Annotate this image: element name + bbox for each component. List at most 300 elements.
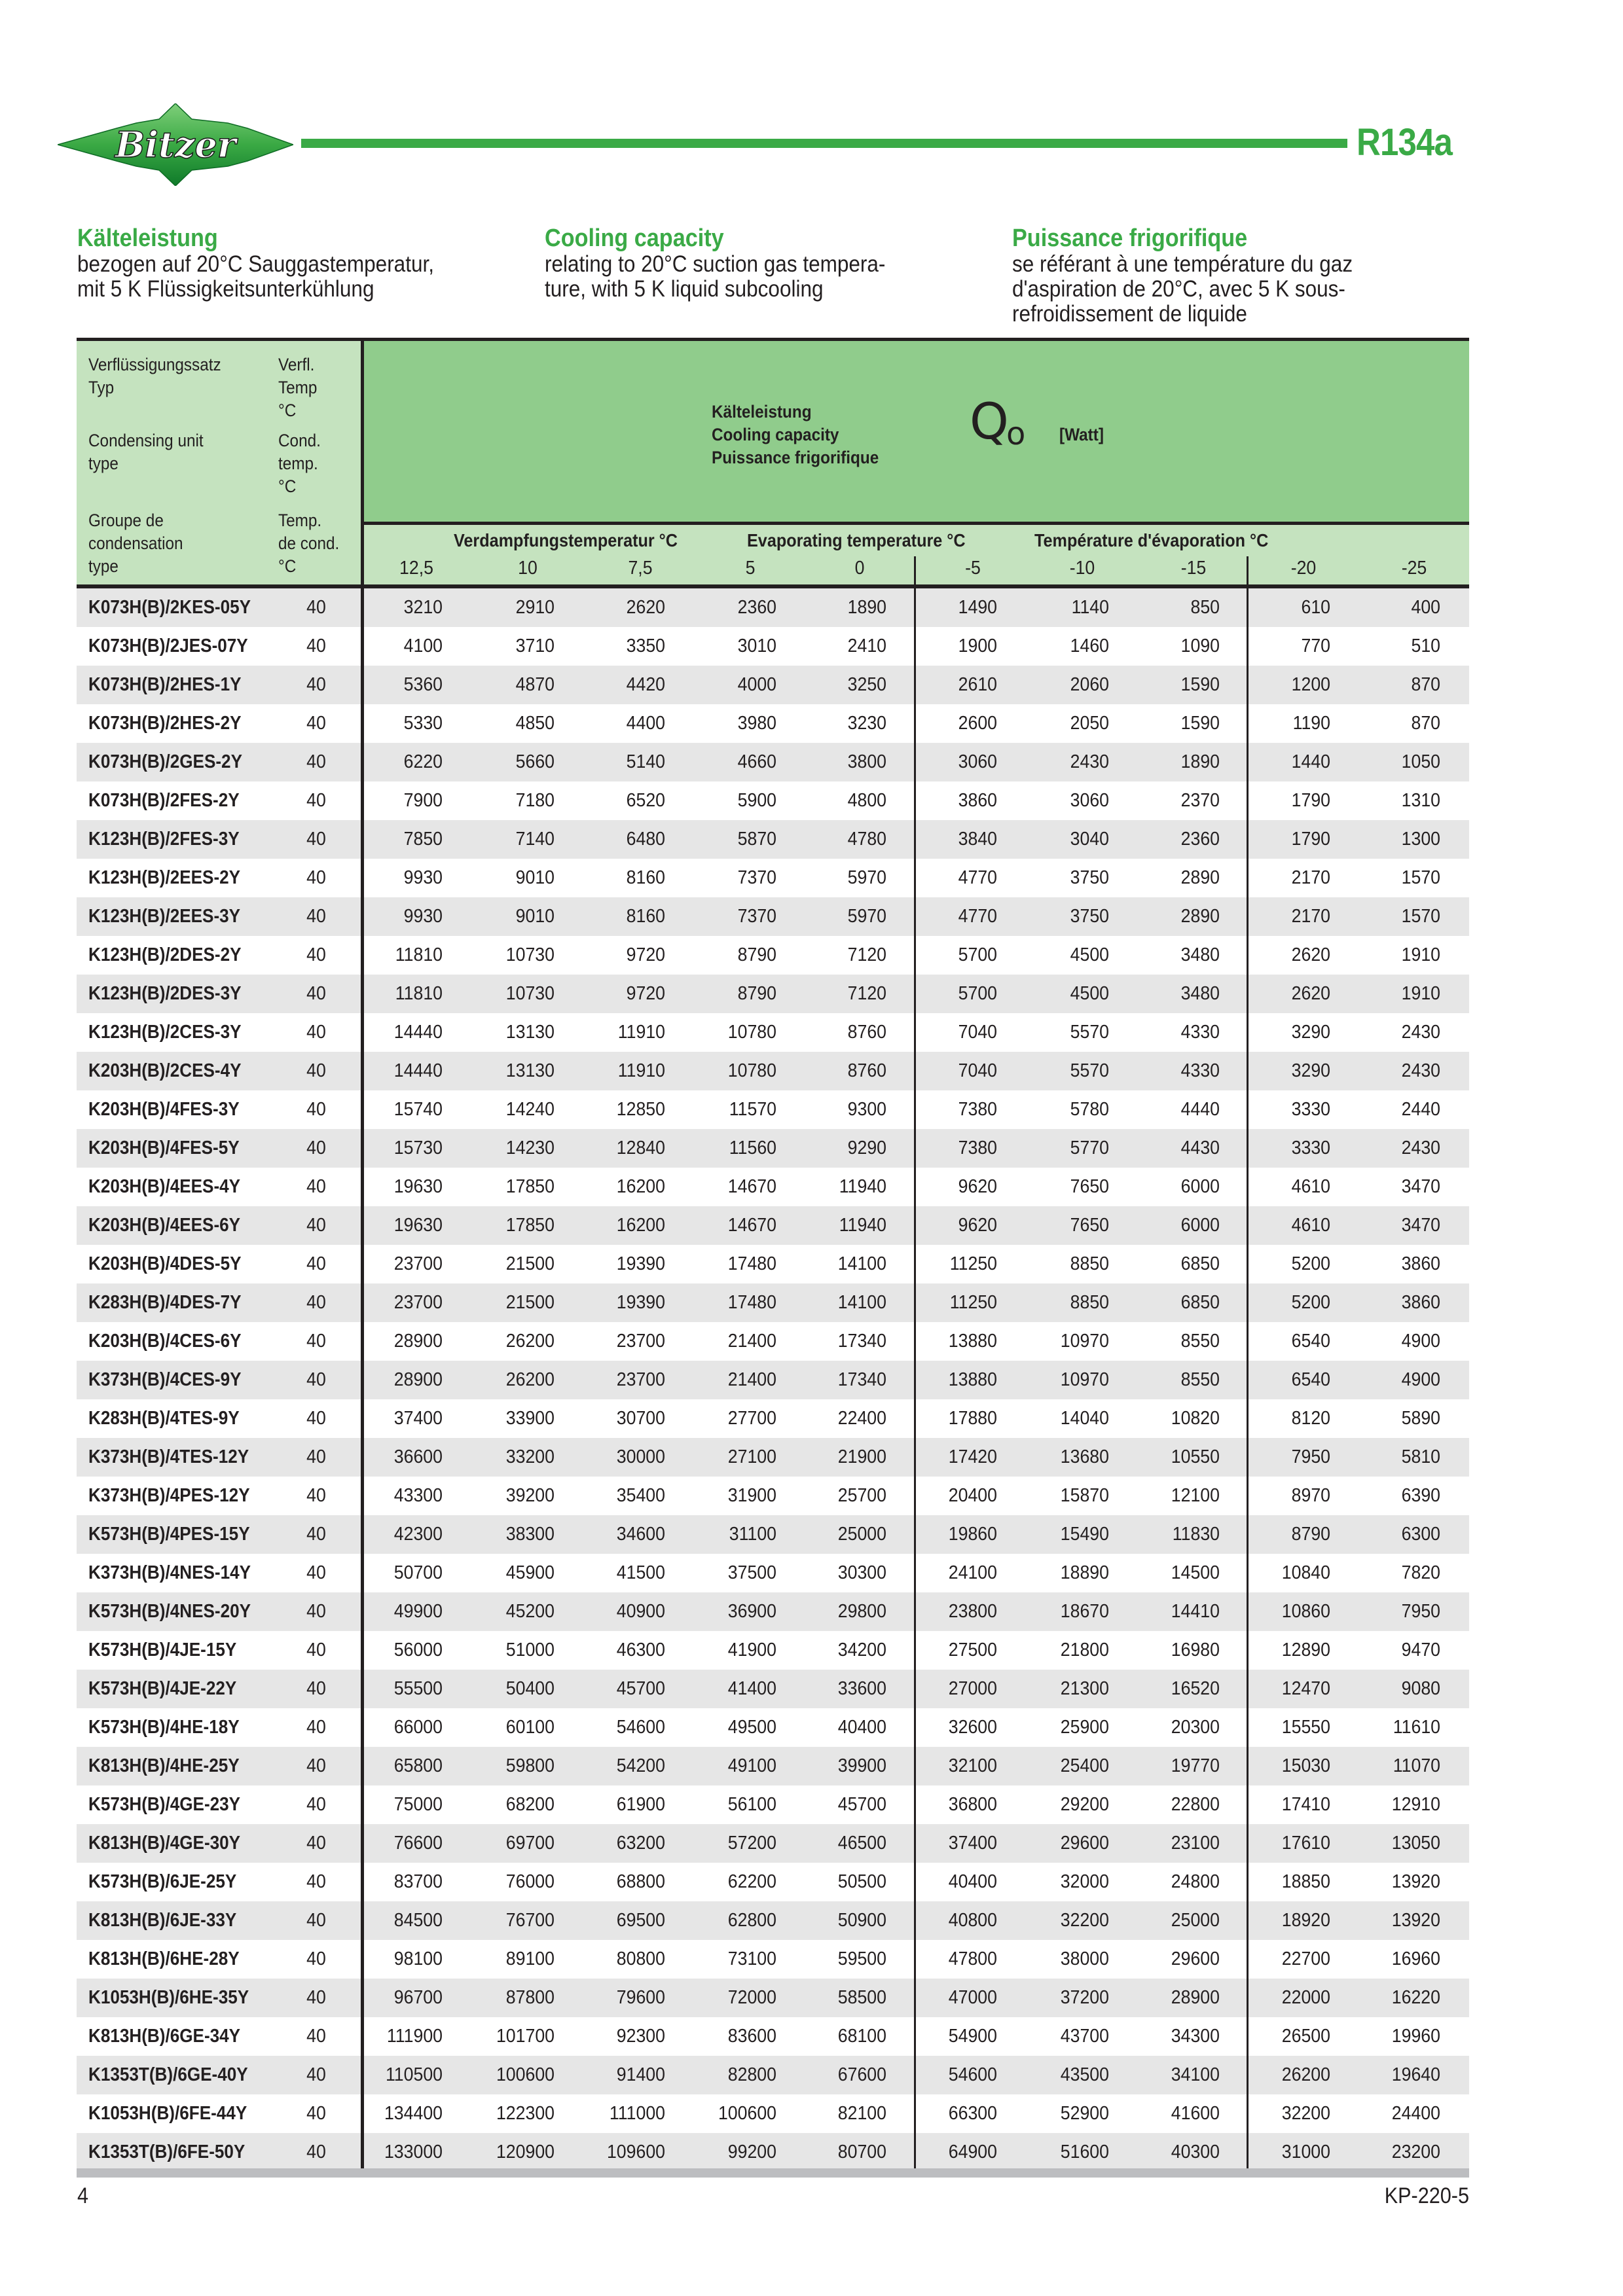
capacity-cell: 8160 [626,906,665,927]
capacity-cell: 13880 [948,1369,997,1390]
intro-german [77,224,509,302]
capacity-cell: 1900 [958,636,997,656]
capacity-cell: 28900 [393,1369,443,1390]
evap-title-en: Evaporating temperature °C [747,530,966,550]
svg-text:Bitzer: Bitzer [115,124,236,166]
capacity-cell: 18920 [1281,1910,1330,1931]
evap-temp-col: -15 [1180,558,1207,579]
capacity-cell: 92300 [616,2026,665,2047]
capacity-cell: 1570 [1401,867,1440,888]
cond-temp-cell: 40 [306,1794,326,1815]
cond-temp-cell: 40 [306,713,326,734]
capacity-cell: 17850 [505,1176,555,1197]
capacity-cell: 49500 [727,1717,776,1738]
capacity-cell: 3470 [1401,1176,1440,1197]
capacity-cell: 13880 [948,1331,997,1352]
capacity-cell: 14240 [505,1099,555,1120]
capacity-cell: 5810 [1401,1446,1440,1467]
capacity-cell: 22800 [1171,1794,1220,1815]
cond-temp-cell: 40 [306,2064,326,2085]
capacity-cell: 134400 [384,2103,443,2124]
bitzer-logo-icon [58,103,293,186]
table-row [77,897,1469,936]
intro-title: Kälteleistung [77,224,218,252]
capacity-cell: 80700 [837,2142,886,2162]
capacity-cell: 2370 [1180,790,1220,811]
model-cell: K813H(B)/4GE-30Y [88,1833,241,1854]
capacity-cell: 32000 [1060,1871,1109,1892]
capacity-cell: 12910 [1391,1794,1440,1815]
capacity-cell: 34200 [837,1640,886,1660]
intro-title: Cooling capacity [545,224,724,252]
table-row [77,627,1469,666]
capacity-cell: 8790 [737,944,776,965]
capacity-cell: 38300 [505,1524,555,1545]
capacity-cell: 7040 [958,1022,997,1043]
cond-temp-cell: 40 [306,829,326,850]
capacity-cell: 73100 [727,1948,776,1969]
capacity-cell: 9930 [403,867,443,888]
capacity-cell: 2410 [847,636,886,656]
intro-line: relating to 20°C suction gas tempera- [545,251,886,277]
capacity-cell: 24800 [1171,1871,1220,1892]
capacity-cell: 26500 [1281,2026,1330,2047]
capacity-cell: 76600 [393,1833,443,1854]
capacity-cell: 8970 [1291,1485,1330,1506]
capacity-cell: 28900 [1171,1987,1220,2008]
capacity-cell: 37400 [393,1408,443,1429]
model-cell: K203H(B)/4FES-5Y [88,1138,240,1158]
capacity-cell: 850 [1190,597,1220,618]
capacity-cell: 11560 [729,1138,776,1158]
capacity-cell: 30700 [616,1408,665,1429]
capacity-cell: 7120 [847,983,886,1004]
page-number: 4 [77,2183,89,2208]
table-row [77,588,1469,627]
model-cell: K813H(B)/4HE-25Y [88,1755,240,1776]
model-cell: K073H(B)/2KES-05Y [88,597,251,618]
capacity-cell: 20300 [1171,1717,1220,1738]
capacity-cell: 50900 [837,1910,886,1931]
capacity-cell: 11610 [1393,1717,1440,1738]
capacity-cell: 50700 [393,1562,443,1583]
capacity-cell: 54600 [616,1717,665,1738]
capacity-cell: 2050 [1070,713,1109,734]
capacity-cell: 8850 [1070,1292,1109,1313]
capacity-cell: 17340 [837,1331,886,1352]
intro-line: bezogen auf 20°C Sauggastemperatur, [77,251,434,277]
table-row [77,781,1469,820]
capacity-cell: 10780 [727,1022,776,1043]
capacity-cell: 54900 [948,2026,997,2047]
capacity-cell: 23700 [616,1369,665,1390]
capacity-cell: 19860 [948,1524,997,1545]
capacity-cell: 7370 [737,906,776,927]
capacity-cell: 110500 [385,2064,443,2085]
capacity-cell: 2170 [1291,867,1330,888]
evap-temp-col: 7,5 [628,558,653,579]
model-cell: K073H(B)/2HES-1Y [88,674,242,695]
capacity-cell: 17850 [505,1215,555,1236]
capacity-cell: 69700 [505,1833,555,1854]
capacity-cell: 17480 [727,1253,776,1274]
capacity-cell: 52900 [1060,2103,1109,2124]
capacity-cell: 99200 [727,2142,776,2162]
capacity-cell: 24100 [948,1562,997,1583]
table-row [77,2133,1469,2172]
capacity-cell: 41600 [1171,2103,1220,2124]
capacity-cell: 15550 [1281,1717,1330,1738]
capacity-cell: 40800 [948,1910,997,1931]
model-cell: K813H(B)/6GE-34Y [88,2026,241,2047]
capacity-cell: 3350 [626,636,665,656]
capacity-cell: 9720 [626,983,665,1004]
capacity-cell: 1790 [1291,829,1330,850]
evap-temp-col: -25 [1401,558,1427,579]
capacity-cell: 11830 [1172,1524,1220,1545]
capacity-cell: 1910 [1401,983,1440,1004]
capacity-cell: 75000 [393,1794,443,1815]
capacity-cell: 38000 [1060,1948,1109,1969]
cond-temp-cell: 40 [306,1331,326,1352]
capacity-cell: 1050 [1401,751,1440,772]
capacity-cell: 59800 [505,1755,555,1776]
capacity-cell: 7380 [958,1099,997,1120]
capacity-cell: 32600 [948,1717,997,1738]
capacity-cell: 16520 [1171,1678,1220,1699]
cond-temp-cell: 40 [306,906,326,927]
capacity-header-cell [363,341,1469,522]
capacity-cell: 1190 [1292,713,1330,734]
evap-title-de: Verdampfungstemperatur °C [454,530,678,550]
type-label-fr: Groupe de condensation type [88,511,183,576]
model-cell: K203H(B)/4CES-6Y [88,1331,242,1352]
capacity-cell: 3470 [1401,1215,1440,1236]
intro-line: se référant à une température du gaz [1012,251,1353,277]
cond-temp-cell: 40 [306,1601,326,1622]
cond-temp-cell: 40 [306,2142,326,2162]
capacity-cell: 9080 [1401,1678,1440,1699]
cond-temp-cell: 40 [306,1717,326,1738]
capacity-cell: 45200 [505,1601,555,1622]
capacity-cell: 122300 [496,2103,555,2124]
cond-temp-cell: 40 [306,1099,326,1120]
cond-temp-cell: 40 [306,1408,326,1429]
capacity-cell: 510 [1411,636,1440,656]
temp-label-de: Verfl. Temp °C [278,355,318,420]
model-cell: K573H(B)/4GE-23Y [88,1794,241,1815]
capacity-cell: 23700 [393,1253,443,1274]
capacity-cell: 8850 [1070,1253,1109,1274]
intro-line: ture, with 5 K liquid subcooling [545,276,824,302]
model-cell: K283H(B)/4TES-9Y [88,1408,240,1429]
capacity-cell: 30300 [837,1562,886,1583]
capacity-cell: 8760 [847,1060,886,1081]
capacity-cell: 4610 [1291,1176,1330,1197]
capacity-cell: 7180 [515,790,555,811]
capacity-cell: 101700 [496,2026,555,2047]
capacity-cell: 16980 [1171,1640,1220,1660]
type-column-divider [361,341,364,2168]
capacity-cell: 27700 [727,1408,776,1429]
capacity-cell: 23200 [1391,2142,1440,2162]
cond-temp-cell: 40 [306,1292,326,1313]
capacity-cell: 120900 [496,2142,555,2162]
capacity-cell: 61900 [616,1794,665,1815]
capacity-cell: 72000 [727,1987,776,2008]
capacity-cell: 6480 [626,829,665,850]
capacity-cell: 3060 [958,751,997,772]
model-cell: K073H(B)/2HES-2Y [88,713,242,734]
capacity-cell: 21900 [837,1446,886,1467]
capacity-cell: 7650 [1070,1176,1109,1197]
capacity-cell: 42300 [393,1524,443,1545]
capacity-cell: 25000 [837,1524,886,1545]
capacity-cell: 26200 [505,1331,555,1352]
cond-temp-cell: 40 [306,1485,326,1506]
cond-temp-cell: 40 [306,1215,326,1236]
model-cell: K573H(B)/6JE-25Y [88,1871,237,1892]
capacity-cell: 15870 [1060,1485,1109,1506]
capacity-cell: 21300 [1060,1678,1109,1699]
capacity-cell: 3840 [958,829,997,850]
model-cell: K813H(B)/6HE-28Y [88,1948,240,1969]
cond-temp-cell: 40 [306,1562,326,1583]
capacity-cell: 29800 [837,1601,886,1622]
capacity-cell: 111900 [386,2026,443,2047]
capacity-cell: 3710 [515,636,555,656]
model-cell: K1053H(B)/6FE-44Y [88,2103,247,2124]
capacity-cell: 7950 [1401,1601,1440,1622]
capacity-cell: 2170 [1291,906,1330,927]
capacity-cell: 65800 [393,1755,443,1776]
capacity-cell: 4770 [958,906,997,927]
capacity-cell: 23100 [1171,1833,1220,1854]
table-row [77,1206,1469,1245]
capacity-cell: 91400 [616,2064,665,2085]
capacity-cell: 4900 [1401,1331,1440,1352]
capacity-unit: [Watt] [1059,425,1104,444]
capacity-cell: 32200 [1281,2103,1330,2124]
model-cell: K813H(B)/6JE-33Y [88,1910,237,1931]
capacity-cell: 14670 [727,1215,776,1236]
capacity-cell: 4440 [1180,1099,1220,1120]
table-row [77,2017,1469,2056]
cond-temp-cell: 40 [306,674,326,695]
capacity-cell: 3290 [1291,1022,1330,1043]
capacity-cell: 39900 [837,1755,886,1776]
capacity-cell: 3330 [1291,1138,1330,1158]
capacity-cell: 10840 [1281,1562,1330,1583]
capacity-cell: 5330 [403,713,443,734]
capacity-cell: 1910 [1401,944,1440,965]
capacity-cell: 11810 [395,983,443,1004]
capacity-cell: 3040 [1070,829,1109,850]
capacity-cell: 40400 [948,1871,997,1892]
capacity-cell: 33900 [505,1408,555,1429]
cooling-capacity-table [77,338,1469,2177]
table-row [77,936,1469,975]
table-row [77,1090,1469,1129]
capacity-cell: 36900 [727,1601,776,1622]
cond-temp-cell: 40 [306,790,326,811]
cond-temp-cell: 40 [306,1253,326,1274]
model-cell: K373H(B)/4NES-14Y [88,1562,251,1583]
capacity-cell: 67600 [837,2064,886,2085]
capacity-cell: 29600 [1171,1948,1220,1969]
capacity-cell: 25700 [837,1485,886,1506]
capacity-cell: 20400 [948,1485,997,1506]
capacity-cell: 10780 [727,1060,776,1081]
capacity-cell: 3800 [847,751,886,772]
table-row [77,1747,1469,1785]
capacity-cell: 5780 [1070,1099,1109,1120]
capacity-cell: 8550 [1180,1331,1220,1352]
cond-temp-cell: 40 [306,1138,326,1158]
capacity-cell: 6850 [1180,1292,1220,1313]
table-row [77,1477,1469,1515]
capacity-cell: 3860 [1401,1253,1440,1274]
model-cell: K123H(B)/2FES-3Y [88,829,240,850]
capacity-cell: 46500 [837,1833,886,1854]
capacity-cell: 11250 [949,1292,997,1313]
capacity-cell: 2360 [737,597,776,618]
capacity-cell: 2430 [1401,1022,1440,1043]
capacity-cell: 60100 [505,1717,555,1738]
capacity-cell: 5770 [1070,1138,1109,1158]
cond-temp-cell: 40 [306,1369,326,1390]
model-cell: K373H(B)/4CES-9Y [88,1369,242,1390]
capacity-cell: 41400 [727,1678,776,1699]
model-cell: K203H(B)/4EES-4Y [88,1176,241,1197]
table-row [77,1168,1469,1206]
capacity-cell: 28900 [393,1331,443,1352]
intro-english [545,224,977,302]
cond-temp-cell: 40 [306,2103,326,2124]
capacity-cell: 12840 [616,1138,665,1158]
cond-temp-cell: 40 [306,1871,326,1892]
capacity-cell: 6850 [1180,1253,1220,1274]
evap-title-fr: Température d'évaporation °C [1034,530,1269,550]
intro-line: refroidissement de liquide [1012,301,1247,327]
capacity-cell: 13050 [1391,1833,1440,1854]
capacity-cell: 2430 [1401,1138,1440,1158]
capacity-cell: 68800 [616,1871,665,1892]
capacity-cell: 5570 [1070,1060,1109,1081]
capacity-cell: 9620 [958,1215,997,1236]
capacity-cell: 1590 [1180,674,1220,695]
capacity-cell: 8790 [737,983,776,1004]
capacity-cell: 14670 [727,1176,776,1197]
capacity-cell: 5870 [737,829,776,850]
table-row [77,1554,1469,1592]
capacity-cell: 3750 [1070,867,1109,888]
column-group-divider [914,588,916,2168]
capacity-cell: 27500 [948,1640,997,1660]
capacity-cell: 47000 [948,1987,997,2008]
capacity-cell: 16200 [616,1176,665,1197]
model-cell: K573H(B)/4JE-22Y [88,1678,237,1699]
capacity-cell: 5890 [1401,1408,1440,1429]
cond-temp-cell: 40 [306,1678,326,1699]
table-row [77,1708,1469,1747]
capacity-cell: 5900 [737,790,776,811]
capacity-cell: 7900 [403,790,443,811]
capacity-cell: 7140 [515,829,555,850]
cond-temp-cell: 40 [306,1987,326,2008]
table-footer-bar [77,2168,1469,2178]
capacity-cell: 66000 [393,1717,443,1738]
cond-temp-cell: 40 [306,1948,326,1969]
table-row [77,1245,1469,1283]
capacity-cell: 9930 [403,906,443,927]
capacity-cell: 10970 [1060,1369,1109,1390]
cond-temp-cell: 40 [306,2026,326,2047]
capacity-cell: 40300 [1171,2142,1220,2162]
capacity-cell: 10970 [1060,1331,1109,1352]
capacity-cell: 5200 [1291,1253,1330,1274]
cond-temp-cell: 40 [306,1833,326,1854]
capacity-cell: 4610 [1291,1215,1330,1236]
capacity-cell: 1590 [1180,713,1220,734]
capacity-cell: 1140 [1071,597,1109,618]
evap-temp-col: -5 [965,558,981,579]
capacity-cell: 27100 [727,1446,776,1467]
capacity-cell: 59500 [837,1948,886,1969]
capacity-cell: 10820 [1171,1408,1220,1429]
intro-text [545,252,934,302]
capacity-cell: 3250 [847,674,886,695]
table-row [77,1283,1469,1322]
capacity-cell: 29600 [1060,1833,1109,1854]
capacity-cell: 43300 [393,1485,443,1506]
model-cell: K073H(B)/2GES-2Y [88,751,242,772]
capacity-cell: 6300 [1401,1524,1440,1545]
capacity-cell: 7040 [958,1060,997,1081]
model-cell: K203H(B)/4FES-3Y [88,1099,240,1120]
intro-french [1012,224,1444,327]
capacity-cell: 2360 [1180,829,1220,850]
model-cell: K373H(B)/4TES-12Y [88,1446,249,1467]
capacity-cell: 21500 [505,1253,555,1274]
capacity-cell: 2430 [1401,1060,1440,1081]
capacity-cell: 14440 [393,1022,443,1043]
capacity-cell: 62200 [727,1871,776,1892]
model-cell: K1353T(B)/6FE-50Y [88,2142,246,2162]
capacity-cell: 29200 [1060,1794,1109,1815]
capacity-cell: 11910 [617,1060,665,1081]
evap-temp-col: 10 [518,558,538,579]
capacity-cell: 100600 [496,2064,555,2085]
capacity-cell: 5140 [626,751,665,772]
model-cell: K073H(B)/2JES-07Y [88,636,248,656]
capacity-cell: 2060 [1070,674,1109,695]
table-row [77,1052,1469,1090]
cond-temp-cell: 40 [306,1446,326,1467]
cond-temp-cell: 40 [306,1524,326,1545]
capacity-cell: 109600 [606,2142,665,2162]
capacity-cell: 4800 [847,790,886,811]
capacity-cell: 111000 [609,2103,665,2124]
capacity-cell: 2620 [1291,944,1330,965]
model-cell: K073H(B)/2FES-2Y [88,790,240,811]
capacity-cell: 5360 [403,674,443,695]
capacity-cell: 49100 [727,1755,776,1776]
capacity-cell: 4430 [1180,1138,1220,1158]
capacity-cell: 3860 [958,790,997,811]
capacity-cell: 1890 [847,597,886,618]
capacity-cell: 7650 [1070,1215,1109,1236]
